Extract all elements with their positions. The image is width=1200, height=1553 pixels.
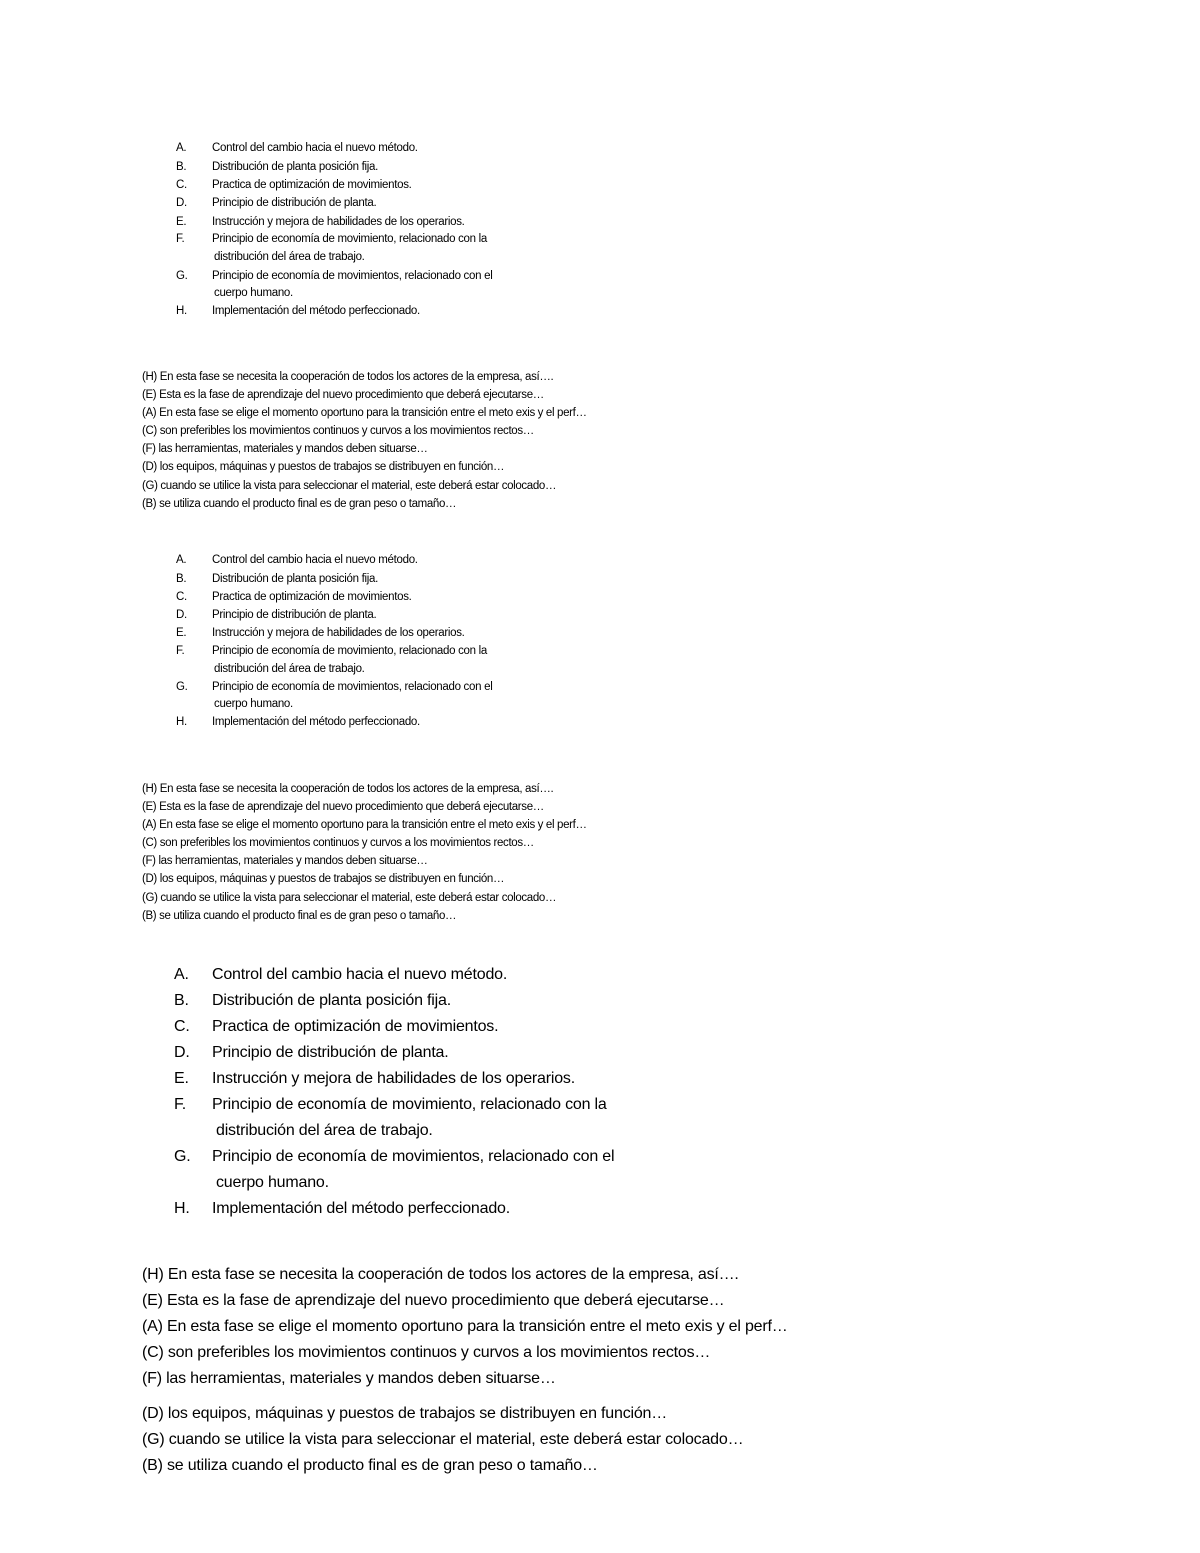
option-letter: G. [176,681,188,693]
option-text: distribución del área de trabajo. [214,251,365,263]
answer-line: (E) Esta es la fase de aprendizaje del nuevo procedimiento que deberá ejecutarse… [142,801,544,813]
option-text: Distribución de planta posición fija. [212,992,451,1009]
option-letter: H. [176,305,187,317]
answer-line: (F) las herramientas, materiales y mandos deben situarse… [142,443,428,455]
option-letter: D. [176,609,187,621]
option-text: Principio de economía de movimiento, relacionado con la [212,233,487,245]
option-text: distribución del área de trabajo. [214,663,365,675]
answer-line: (A) En esta fase se elige el momento oportuno para la transición entre el meto exis y el perf… [142,819,587,831]
option-letter: A. [174,966,189,983]
option-letter: F. [174,1096,187,1113]
answer-line: (E) Esta es la fase de aprendizaje del nuevo procedimiento que deberá ejecutarse… [142,389,544,401]
answer-line: (F) las herramientas, materiales y mandos deben situarse… [142,1370,556,1387]
answer-line: (B) se utiliza cuando el producto final es de gran peso o tamaño… [142,910,457,922]
option-text: Practica de optimización de movimientos. [212,591,412,603]
option-text: cuerpo humano. [214,287,293,299]
answer-line: (C) son preferibles los movimientos continuos y curvos a los movimientos rectos… [142,425,534,437]
option-text: Implementación del método perfeccionado. [212,1200,510,1217]
option-text: distribución del área de trabajo. [216,1122,433,1139]
answer-line: (C) son preferibles los movimientos continuos y curvos a los movimientos rectos… [142,1344,711,1361]
option-text: Distribución de planta posición fija. [212,573,378,585]
option-text: Instrucción y mejora de habilidades de los operarios. [212,216,465,228]
answer-line: (D) los equipos, máquinas y puestos de trabajos se distribuyen en función… [142,461,505,473]
option-text: Control del cambio hacia el nuevo método. [212,966,508,983]
answer-line: (H) En esta fase se necesita la cooperación de todos los actores de la empresa, así…. [142,783,554,795]
answer-line: (G) cuando se utilice la vista para seleccionar el material, este deberá estar colocado… [142,480,557,492]
option-text: Principio de economía de movimiento, relacionado con la [212,1096,607,1113]
option-letter: E. [174,1070,189,1087]
option-letter: F. [176,645,185,657]
answer-line: (C) son preferibles los movimientos continuos y curvos a los movimientos rectos… [142,837,534,849]
answer-line: (E) Esta es la fase de aprendizaje del nuevo procedimiento que deberá ejecutarse… [142,1292,725,1309]
option-text: Principio de economía de movimientos, relacionado con el [212,270,493,282]
option-text: Instrucción y mejora de habilidades de los operarios. [212,1070,575,1087]
option-text: cuerpo humano. [216,1174,329,1191]
answer-line: (A) En esta fase se elige el momento oportuno para la transición entre el meto exis y el perf… [142,407,587,419]
option-letter: G. [174,1148,191,1165]
option-letter: C. [176,591,187,603]
option-text: Control del cambio hacia el nuevo método. [212,142,418,154]
option-letter: F. [176,233,185,245]
answer-line: (D) los equipos, máquinas y puestos de trabajos se distribuyen en función… [142,1405,668,1422]
option-text: Implementación del método perfeccionado. [212,716,420,728]
option-letter: D. [174,1044,190,1061]
option-letter: A. [176,554,187,566]
option-text: Principio de economía de movimientos, relacionado con el [212,681,493,693]
option-letter: B. [176,161,187,173]
option-text: cuerpo humano. [214,698,293,710]
answer-line: (H) En esta fase se necesita la cooperación de todos los actores de la empresa, así…. [142,371,554,383]
option-letter: C. [174,1018,190,1035]
option-text: Control del cambio hacia el nuevo método. [212,554,418,566]
option-text: Instrucción y mejora de habilidades de los operarios. [212,627,465,639]
option-text: Principio de distribución de planta. [212,197,377,209]
option-text: Principio de distribución de planta. [212,609,377,621]
option-letter: B. [176,573,187,585]
option-text: Practica de optimización de movimientos. [212,1018,499,1035]
option-letter: E. [176,216,187,228]
option-letter: H. [176,716,187,728]
option-letter: C. [176,179,187,191]
option-letter: B. [174,992,189,1009]
answer-line: (F) las herramientas, materiales y mandos deben situarse… [142,855,428,867]
option-letter: G. [176,270,188,282]
answer-line: (G) cuando se utilice la vista para seleccionar el material, este deberá estar colocado… [142,1431,744,1448]
option-text: Principio de economía de movimiento, relacionado con la [212,645,487,657]
option-text: Principio de economía de movimientos, relacionado con el [212,1148,615,1165]
option-text: Implementación del método perfeccionado. [212,305,420,317]
option-letter: E. [176,627,187,639]
answer-line: (D) los equipos, máquinas y puestos de trabajos se distribuyen en función… [142,873,505,885]
answer-line: (G) cuando se utilice la vista para seleccionar el material, este deberá estar colocado… [142,892,557,904]
answer-line: (A) En esta fase se elige el momento oportuno para la transición entre el meto exis y el perf… [142,1318,788,1335]
answer-line: (H) En esta fase se necesita la cooperación de todos los actores de la empresa, así…. [142,1266,739,1283]
option-letter: H. [174,1200,190,1217]
answer-line: (B) se utiliza cuando el producto final es de gran peso o tamaño… [142,498,457,510]
option-text: Practica de optimización de movimientos. [212,179,412,191]
answer-line: (B) se utiliza cuando el producto final es de gran peso o tamaño… [142,1457,598,1474]
option-letter: A. [176,142,187,154]
option-text: Principio de distribución de planta. [212,1044,449,1061]
option-letter: D. [176,197,187,209]
option-text: Distribución de planta posición fija. [212,161,378,173]
